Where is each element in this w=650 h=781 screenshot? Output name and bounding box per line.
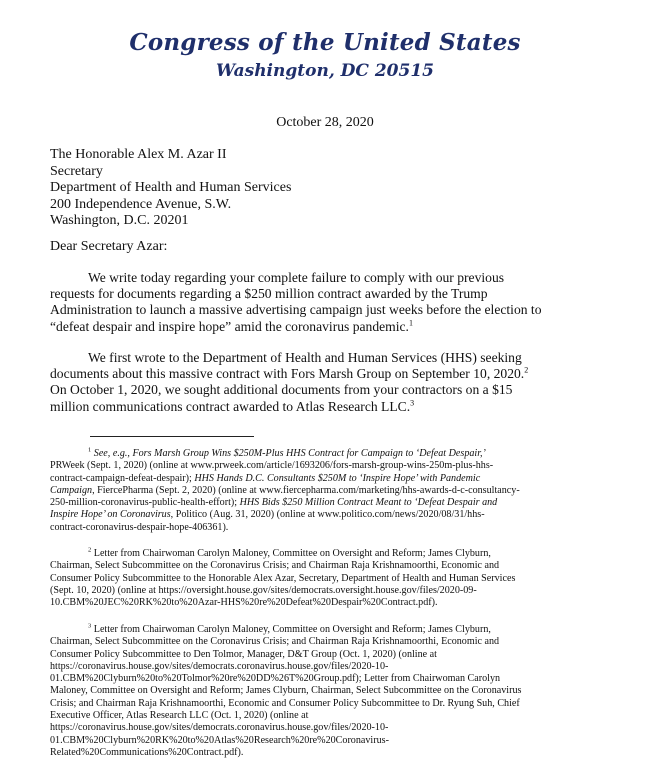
footnote-text: contract-campaign-defeat-despair); bbox=[50, 472, 195, 484]
footnote-line: Crisis; and Chairman Raja Krishnamoorthi, Economic and Consumer Policy Subcommittee to Dr. Ryung Suh, Chief bbox=[50, 697, 520, 709]
address-line: 200 Independence Avenue, S.W. bbox=[50, 196, 232, 212]
footnote-text: Letter from Chairwoman Carolyn Maloney, Committee on Oversight and Reform; James Clyburn, bbox=[93, 548, 491, 559]
footnote-line bbox=[50, 548, 610, 560]
footnote-1 bbox=[50, 448, 610, 534]
footnote-ref-3: 3 bbox=[410, 398, 415, 408]
footnote-line bbox=[50, 509, 610, 521]
address-line: Department of Health and Human Services bbox=[50, 180, 292, 195]
body-paragraph-2 bbox=[50, 350, 598, 415]
paragraph-line: requests for documents regarding a $250 million contract awarded by the Trump bbox=[50, 286, 488, 302]
paragraph-text: “defeat despair and inspire hope” amid the coronavirus pandemic. bbox=[50, 318, 409, 334]
letterhead-subtitle: Washington, DC 20515 bbox=[216, 61, 434, 81]
footnote-number: 3 bbox=[88, 622, 92, 630]
paragraph-line: Administration to launch a massive advertising campaign just weeks before the election to bbox=[50, 302, 542, 318]
footnote-text: , Politico (Aug. 31, 2020) (online at www.politico.com/news/2020/08/31/hhs- bbox=[170, 509, 485, 521]
recipient-address bbox=[50, 147, 291, 230]
footnote-citation: Inspire Hope’ on Coronavirus bbox=[50, 509, 171, 521]
footnote-number: 2 bbox=[88, 546, 92, 554]
footnote-line: Consumer Policy Subcommittee to the Honorable Alex Azar, Secretary, Department of Health and Human Services bbox=[50, 572, 516, 584]
paragraph-line: On October 1, 2020, we sought additional documents from your contractors on a $15 bbox=[50, 382, 513, 398]
footnote-line: https://coronavirus.house.gov/sites/democrats.coronavirus.house.gov/files/2020-10- bbox=[50, 722, 389, 734]
footnote-citation: HHS Bids $250 Million Contract Meant to ‘Defeat Despair and bbox=[239, 497, 498, 509]
footnote-line: PRWeek (Sept. 1, 2020) (online at www.prweek.com/article/1693206/fors-marsh-group-wins-250m-plus-hhs- bbox=[50, 460, 494, 472]
footnote-line: Maloney, Committee on Oversight and Reform; James Clyburn, Chairman, Select Subcommittee on the Coronavirus bbox=[50, 685, 522, 697]
footnote-2 bbox=[50, 548, 610, 609]
paragraph-line bbox=[50, 319, 598, 335]
footnote-line: 10.CBM%20JEC%20RK%20to%20Azar-HHS%20re%20Defeat%20Despair%20Contract.pdf). bbox=[50, 597, 438, 609]
letterhead-title: Congress of the United States bbox=[129, 29, 521, 56]
footnote-divider bbox=[90, 436, 254, 437]
footnote-citation: HHS Hands D.C. Consultants $250M to ‘Inspire Hope’ with Pandemic bbox=[194, 472, 481, 484]
footnote-line: contract-coronavirus-despair-hope-406361). bbox=[50, 521, 229, 533]
footnote-line bbox=[50, 485, 610, 497]
paragraph-line bbox=[50, 399, 598, 415]
footnote-ref-1: 1 bbox=[408, 318, 413, 328]
letterhead bbox=[0, 28, 650, 82]
footnote-ref-2: 2 bbox=[524, 365, 529, 375]
footnote-line: Chairman, Select Subcommittee on the Coronavirus Crisis; and Chairman Raja Krishnamoorthi, Economic and bbox=[50, 560, 500, 572]
salutation: Dear Secretary Azar: bbox=[50, 239, 168, 254]
footnote-line: 01.CBM%20Clyburn%20to%20Tolmor%20re%20DD%26T%20Group.pdf); Letter from Chairwoman Carolyn bbox=[50, 673, 501, 685]
body-paragraph-1 bbox=[50, 270, 598, 335]
footnote-line: https://coronavirus.house.gov/sites/democrats.coronavirus.house.gov/files/2020-10- bbox=[50, 660, 389, 672]
paragraph-line bbox=[50, 366, 598, 382]
footnote-line: Chairman, Select Subcommittee on the Coronavirus Crisis; and Chairman Raja Krishnamoorthi, Economic and bbox=[50, 636, 500, 648]
footnote-line: Consumer Policy Subcommittee to Den Tolmor, Manager, D&T Group (Oct. 1, 2020) (online at bbox=[50, 648, 437, 660]
footnote-line: Related%20Communications%20Contract.pdf). bbox=[50, 746, 244, 758]
footnote-line: 01.CBM%20Clyburn%20RK%20to%20Atlas%20Research%20re%20Coronavirus- bbox=[50, 734, 389, 746]
letter-date: October 28, 2020 bbox=[276, 115, 374, 130]
footnote-line bbox=[50, 448, 610, 460]
footnote-line bbox=[50, 473, 610, 485]
footnote-number: 1 bbox=[88, 446, 92, 454]
footnote-citation: See, e.g., Fors Marsh Group Wins $250M-Plus HHS Contract for Campaign to ‘Defeat Despair,’ bbox=[93, 448, 486, 459]
footnote-text: 250-million-coronavirus-public-health-effort); bbox=[50, 497, 240, 509]
footnote-line: (Sept. 10, 2020) (online at https://oversight.house.gov/sites/democrats.oversight.house.gov/files/2020-09- bbox=[50, 584, 477, 596]
footnote-line bbox=[50, 497, 610, 509]
address-line: Secretary bbox=[50, 163, 103, 179]
paragraph-line: We first wrote to the Department of Health and Human Services (HHS) seeking bbox=[88, 350, 522, 365]
paragraph-text: documents about this massive contract with Fors Marsh Group on September 10, 2020. bbox=[50, 366, 525, 382]
footnote-text: , FiercePharma (Sept. 2, 2020) (online at www.fiercepharma.com/marketing/hhs-awards-d-c-consultancy- bbox=[92, 484, 520, 496]
paragraph-line: We write today regarding your complete failure to comply with our previous bbox=[88, 270, 505, 285]
footnote-line: Executive Officer, Atlas Research LLC (Oct. 1, 2020) (online at bbox=[50, 710, 309, 722]
address-line: The Honorable Alex M. Azar II bbox=[50, 147, 227, 162]
footnote-citation: Campaign bbox=[50, 484, 93, 496]
footnote-3 bbox=[50, 624, 610, 759]
footnote-line bbox=[50, 624, 610, 636]
address-line: Washington, D.C. 20201 bbox=[50, 213, 189, 228]
footnote-text: Letter from Chairwoman Carolyn Maloney, Committee on Oversight and Reform; James Clyburn, bbox=[93, 624, 491, 635]
paragraph-text: million communications contract awarded to Atlas Research LLC. bbox=[50, 398, 411, 414]
